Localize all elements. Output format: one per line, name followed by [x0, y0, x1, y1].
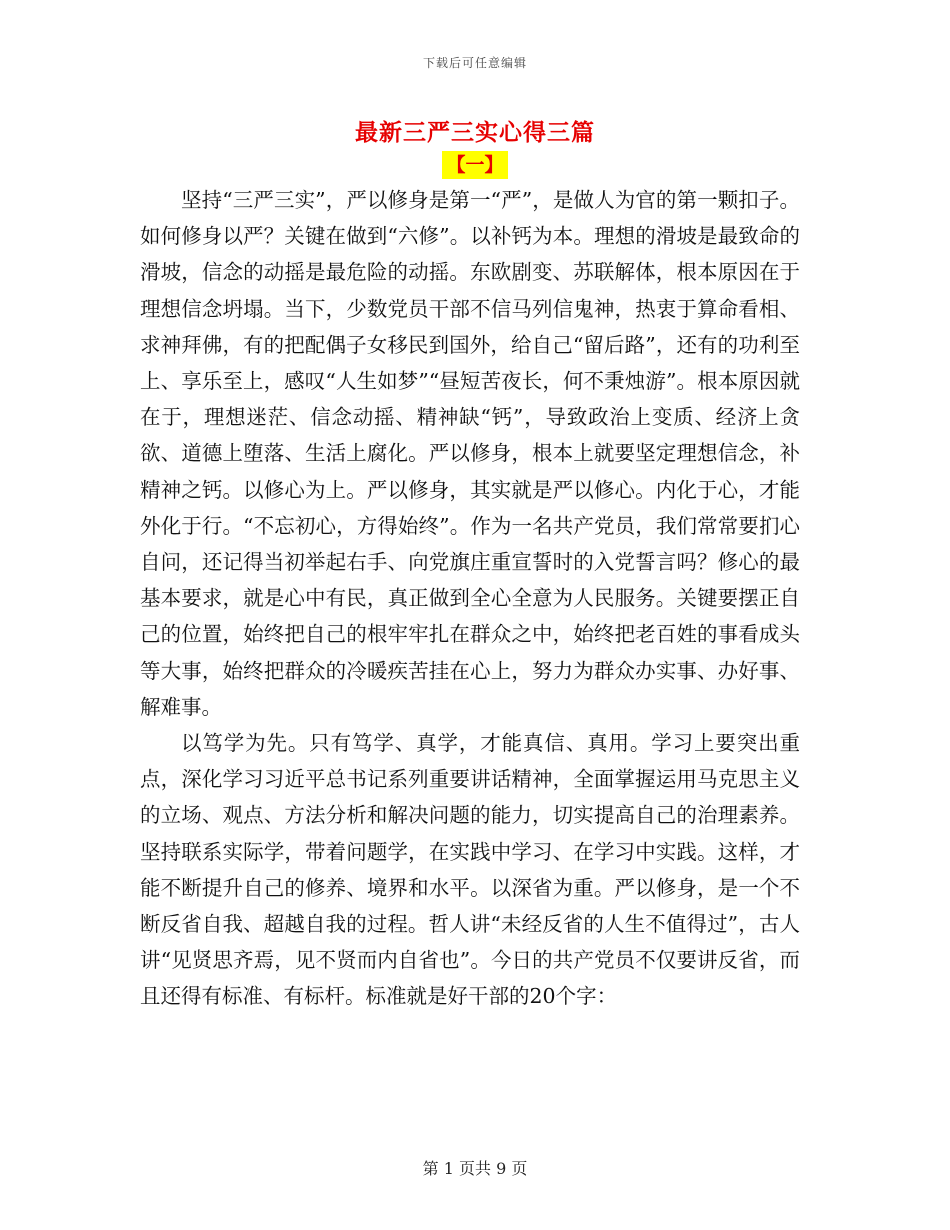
body-paragraph: 以笃学为先。只有笃学、真学，才能真信、真用。学习上要突出重点，深化学习习近平总书记系列重要讲话精神，全面掌握运用马克思主义的立场、观点、方法分析和解决问题的能力，切实提高自己的治理素养。坚持联系实际学，带着问题学，在实践中学习、在学习中实践。这样，才能不断提升自己的修养、境界和水平。以深省为重。严以修身，是一个不断反省自我、超越自我的过程。哲人讲“未经反省的人生不值得过”，古人讲“见贤思齐焉，见不贤而内自省也”。今日的共产党员不仅要讲反省，而且还得有标准、有标杆。标准就是好干部的20个字：: [140, 731, 800, 1009]
section-marker: 【一】: [442, 151, 507, 179]
header-note: 下载后可任意编辑: [422, 56, 527, 70]
document-body: [140, 182, 800, 1015]
document-title: 最新三严三实心得三篇: [355, 120, 595, 146]
body-paragraph: 坚持“三严三实”，严以修身是第一“严”，是做人为官的第一颗扣子。如何修身以严？关键在做到“六修”。以补钙为本。理想的滑坡是最致命的滑坡，信念的动摇是最危险的动摇。东欧剧变、苏联解体，根本原因在于理想信念坍塌。当下，少数党员干部不信马列信鬼神，热衷于算命看相、求神拜佛，有的把配偶子女移民到国外，给自己“留后路”，还有的功利至上、享乐至上，感叹“人生如梦”“昼短苦夜长，何不秉烛游”。根本原因就在于，理想迷茫、信念动摇、精神缺“钙”，导致政治上变质、经济上贪欲、道德上堕落、生活上腐化。严以修身，根本上就要坚定理想信念，补精神之钙。以修心为上。严以修身，其实就是严以修心。内化于心，才能外化于行。“不忘初心，方得始终”。作为一名共产党员，我们常常要扪心自问，还记得当初举起右手、向党旗庄重宣誓时的入党誓言吗？修心的最基本要求，就是心中有民，真正做到全心全意为人民服务。关键要摆正自己的位置，始终把自己的根牢牢扎在群众之中，始终把老百姓的事看成头等大事，始终把群众的冷暖疾苦挂在心上，努力为群众办实事、办好事、解难事。: [140, 188, 800, 719]
section-marker-container: [0, 151, 950, 179]
page-footer: 第 1 页共 9 页: [422, 1159, 528, 1178]
